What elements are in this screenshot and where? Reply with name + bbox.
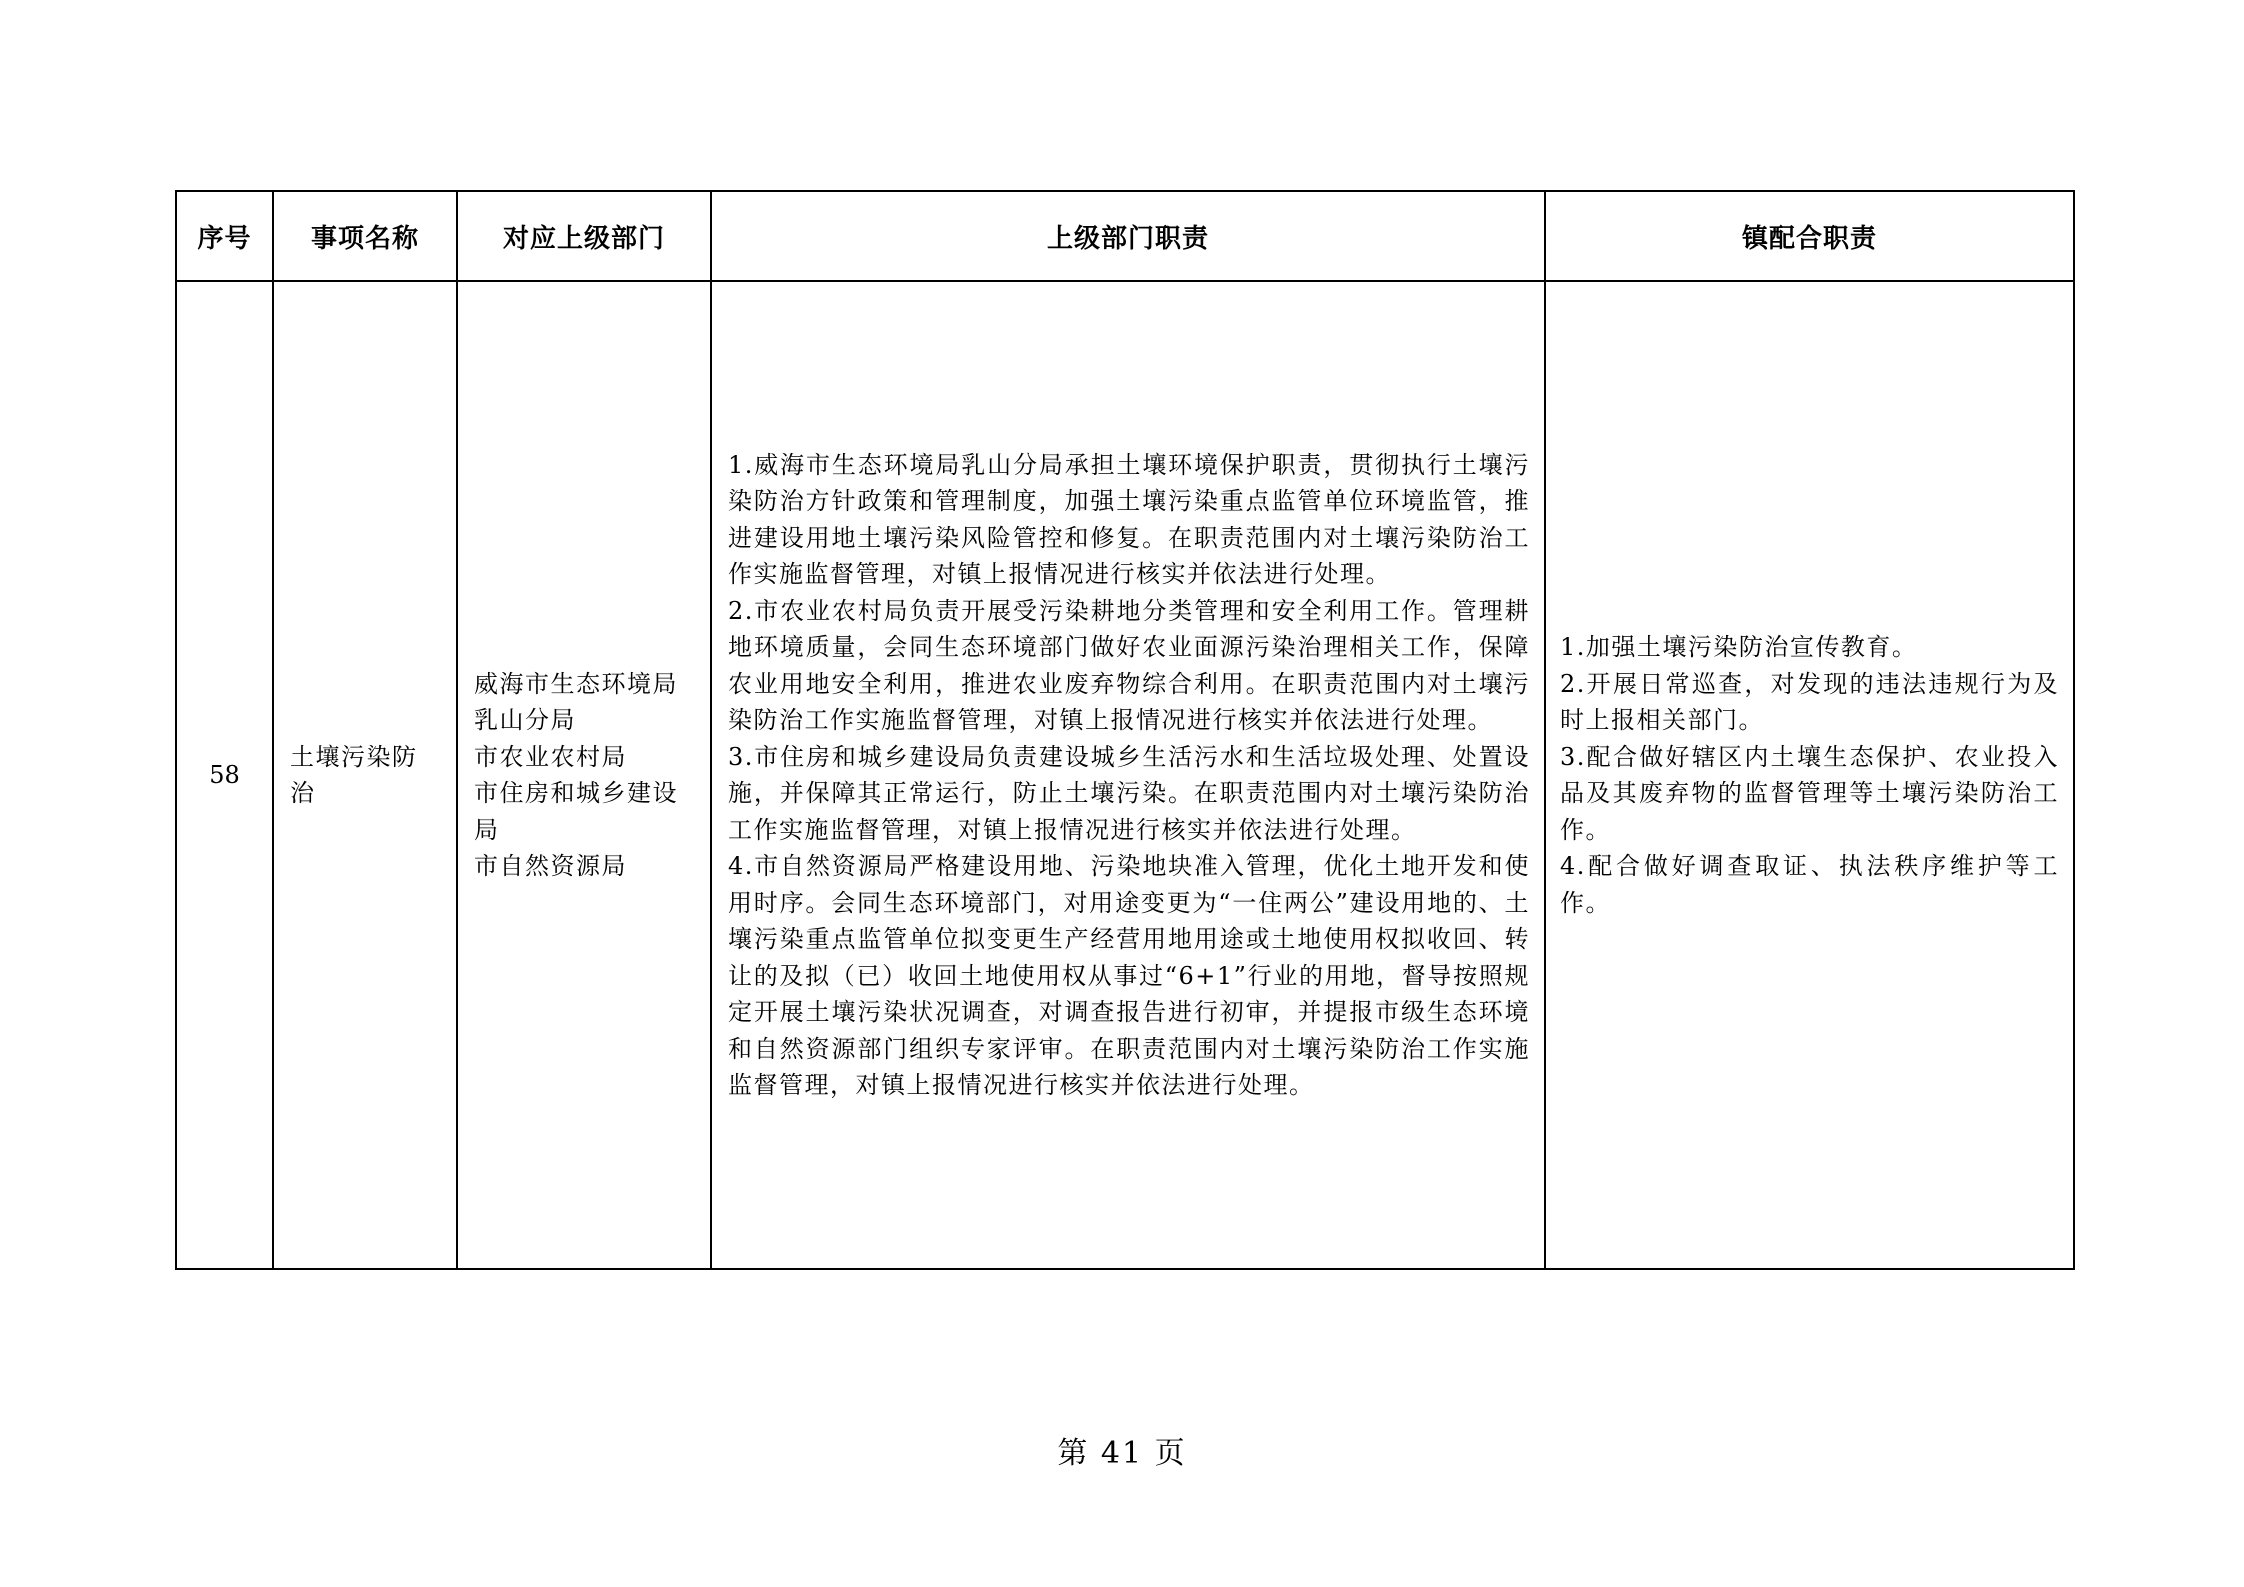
duty-table-container	[175, 190, 2073, 1270]
cell-serial-number: 58	[176, 281, 273, 1269]
responsibility-paragraph: 1.威海市生态环境局乳山分局承担土壤环境保护职责，贯彻执行土壤污染防治方针政策和管理制度，加强土壤污染重点监管单位环境监管，推进建设用地土壤污染风险管控和修复。在职责范围内对土壤污染防治工作实施监督管理，对镇上报情况进行核实并依法进行处理。	[728, 450, 1530, 588]
town-duty-paragraph: 1.加强土壤污染防治宣传教育。	[1560, 633, 1918, 661]
cell-item-name: 土壤污染防治	[273, 281, 457, 1269]
dept-line: 市自然资源局	[474, 852, 627, 880]
header-serial-number: 序号	[176, 191, 273, 281]
page-number: 第 41 页	[1057, 1436, 1187, 1471]
header-superior-responsibilities: 上级部门职责	[711, 191, 1545, 281]
responsibility-paragraph: 2.市农业农村局负责开展受污染耕地分类管理和安全利用工作。管理耕地环境质量，会同生态环境部门做好农业面源污染治理相关工作，保障农业用地安全利用，推进农业废弃物综合利用。在职责范围内对土壤污染防治工作实施监督管理，对镇上报情况进行核实并依法进行处理。	[728, 596, 1530, 734]
duty-table	[175, 190, 2075, 1270]
cell-superior-departments	[457, 281, 711, 1269]
dept-line: 市住房和城乡建设局	[474, 779, 678, 844]
town-duty-paragraph: 4.配合做好调查取证、执法秩序维护等工作。	[1560, 852, 2059, 917]
cell-town-duties	[1545, 281, 2074, 1269]
header-item-name: 事项名称	[273, 191, 457, 281]
header-superior-department: 对应上级部门	[457, 191, 711, 281]
table-header-row	[176, 191, 2074, 281]
dept-line: 市农业农村局	[474, 742, 627, 771]
dept-line: 威海市生态环境局乳山分局	[474, 669, 678, 734]
town-duty-paragraph: 3.配合做好辖区内土壤生态保护、农业投入品及其废弃物的监督管理等土壤污染防治工作。	[1560, 742, 2059, 844]
responsibility-paragraph: 3.市住房和城乡建设局负责建设城乡生活污水和生活垃圾处理、处置设施，并保障其正常运行，防止土壤污染。在职责范围内对土壤污染防治工作实施监督管理，对镇上报情况进行核实并依法进行处理。	[728, 742, 1530, 844]
town-duty-paragraph: 2.开展日常巡查，对发现的违法违规行为及时上报相关部门。	[1560, 669, 2059, 734]
responsibility-paragraph: 4.市自然资源局严格建设用地、污染地块准入管理，优化土地开发和使用时序。会同生态环境部门，对用途变更为“一住两公”建设用地的、土壤污染重点监管单位拟变更生产经营用地用途或土地使用权拟收回、转让的及拟（已）收回土地使用权从事过“6+1”行业的用地，督导按照规定开展土壤污染状况调查，对调查报告进行初审，并提报市级生态环境和自然资源部门组织专家评审。在职责范围内对土壤污染防治工作实施监督管理，对镇上报情况进行核实并依法进行处理。	[728, 852, 1530, 1099]
table-row	[176, 281, 2074, 1269]
cell-superior-responsibilities	[711, 281, 1545, 1269]
header-town-duties: 镇配合职责	[1545, 191, 2074, 281]
